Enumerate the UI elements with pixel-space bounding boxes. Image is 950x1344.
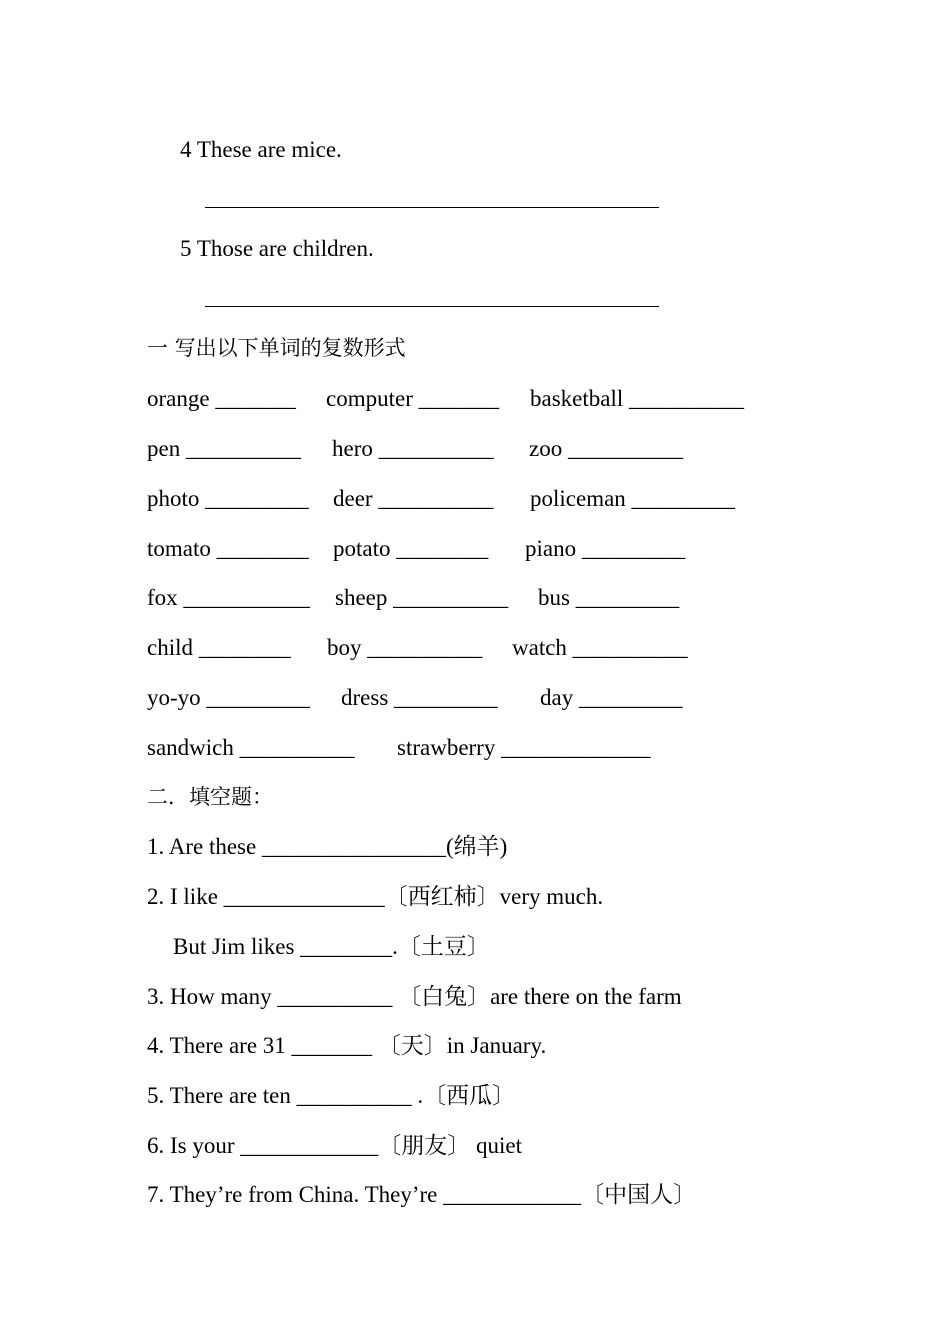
word-item: yo-yo _________ (147, 685, 310, 710)
word-item: tomato ________ (147, 536, 309, 561)
fill-item-7: 7. They’re from China. They’re ____________〔中国人〕 (147, 1182, 697, 1207)
fill-item-2-continued: But Jim likes ________.〔土豆〕 (173, 934, 490, 959)
word-item: fox ___________ (147, 585, 310, 610)
word-item: pen __________ (147, 436, 301, 461)
word-item: sandwich __________ (147, 735, 355, 760)
fill-item-3: 3. How many __________ 〔白兔〕are there on the farm (147, 984, 682, 1009)
word-item: bus _________ (538, 585, 680, 610)
fill-item-4: 4. There are 31 _______ 〔天〕in January. (147, 1033, 547, 1058)
word-item: piano _________ (525, 536, 686, 561)
section2-heading: 二．填空题： (147, 785, 273, 809)
word-item: computer _______ (326, 386, 500, 411)
word-item: potato ________ (333, 536, 489, 561)
transform-item-4: 4 These are mice. (180, 137, 342, 162)
fill-item-5: 5. There are ten __________ .〔西瓜〕 (147, 1083, 516, 1108)
fill-item-1: 1. Are these ________________(绵羊) (147, 834, 508, 859)
word-item: basketball __________ (530, 386, 744, 411)
transform-item-5: 5 Those are children. (180, 236, 374, 261)
word-item: policeman _________ (530, 486, 736, 511)
answer-line (205, 306, 659, 307)
word-item: strawberry _____________ (397, 735, 651, 760)
word-item: photo _________ (147, 486, 309, 511)
word-item: deer __________ (333, 486, 494, 511)
word-item: zoo __________ (529, 436, 683, 461)
fill-item-2: 2. I like ______________〔西红柿〕very much. (147, 884, 604, 909)
word-item: day _________ (540, 685, 683, 710)
answer-line (205, 207, 659, 208)
word-item: dress _________ (341, 685, 498, 710)
word-item: hero __________ (332, 436, 494, 461)
word-item: orange _______ (147, 386, 296, 411)
word-item: boy __________ (327, 635, 483, 660)
fill-item-6: 6. Is your ____________〔朋友〕 quiet (147, 1133, 523, 1158)
word-item: child ________ (147, 635, 291, 660)
word-item: sheep __________ (335, 585, 509, 610)
section1-heading: 一 写出以下单词的复数形式 (147, 336, 406, 360)
word-item: watch __________ (512, 635, 688, 660)
